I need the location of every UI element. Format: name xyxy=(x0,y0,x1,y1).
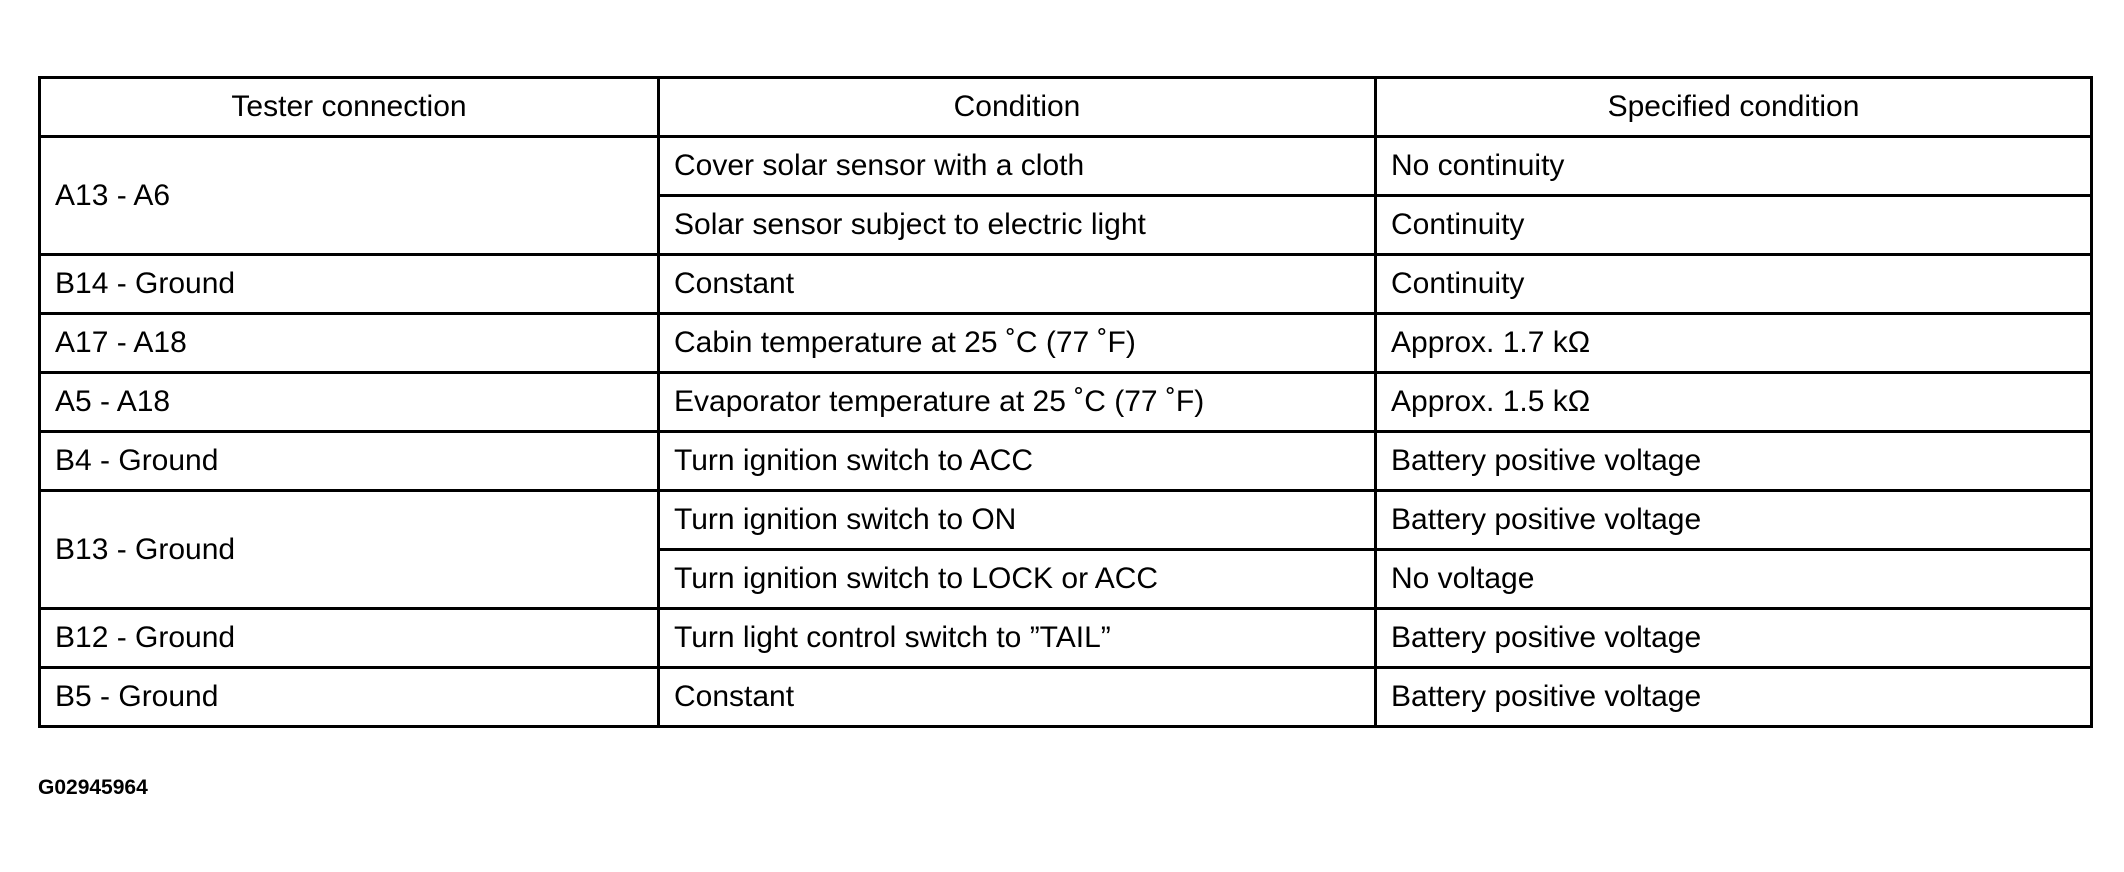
table-row xyxy=(40,491,2092,550)
specified-condition-cell: No voltage xyxy=(1376,550,2092,609)
table-row xyxy=(40,432,2092,491)
specified-condition-cell: Continuity xyxy=(1376,255,2092,314)
specified-condition-cell: No continuity xyxy=(1376,137,2092,196)
table-row xyxy=(40,137,2092,196)
figure-id: G02945964 xyxy=(38,776,148,799)
tester-connection-cell: B12 - Ground xyxy=(40,609,659,668)
specification-table xyxy=(38,76,2093,728)
table-row xyxy=(40,373,2092,432)
table-row xyxy=(40,609,2092,668)
condition-cell: Constant xyxy=(659,255,1376,314)
tester-connection-cell: A13 - A6 xyxy=(40,137,659,255)
condition-cell: Turn light control switch to ”TAIL” xyxy=(659,609,1376,668)
specified-condition-cell: Battery positive voltage xyxy=(1376,668,2092,727)
tester-connection-cell: A5 - A18 xyxy=(40,373,659,432)
header-condition: Condition xyxy=(659,78,1376,137)
specified-condition-cell: Battery positive voltage xyxy=(1376,432,2092,491)
tester-connection-cell: A17 - A18 xyxy=(40,314,659,373)
condition-cell: Cover solar sensor with a cloth xyxy=(659,137,1376,196)
table-row xyxy=(40,668,2092,727)
table-row xyxy=(40,255,2092,314)
specified-condition-cell: Approx. 1.5 kΩ xyxy=(1376,373,2092,432)
condition-cell: Turn ignition switch to LOCK or ACC xyxy=(659,550,1376,609)
tester-connection-cell: B4 - Ground xyxy=(40,432,659,491)
specified-condition-cell: Battery positive voltage xyxy=(1376,491,2092,550)
header-tester-connection: Tester connection xyxy=(40,78,659,137)
header-specified-condition: Specified condition xyxy=(1376,78,2092,137)
condition-cell: Turn ignition switch to ACC xyxy=(659,432,1376,491)
condition-cell: Evaporator temperature at 25 ˚C (77 ˚F) xyxy=(659,373,1376,432)
tester-connection-cell: B13 - Ground xyxy=(40,491,659,609)
tester-connection-cell: B5 - Ground xyxy=(40,668,659,727)
condition-cell: Cabin temperature at 25 ˚C (77 ˚F) xyxy=(659,314,1376,373)
table-row xyxy=(40,314,2092,373)
tester-connection-cell: B14 - Ground xyxy=(40,255,659,314)
specified-condition-cell: Continuity xyxy=(1376,196,2092,255)
specified-condition-cell: Approx. 1.7 kΩ xyxy=(1376,314,2092,373)
condition-cell: Solar sensor subject to electric light xyxy=(659,196,1376,255)
header-row xyxy=(40,78,2092,137)
condition-cell: Turn ignition switch to ON xyxy=(659,491,1376,550)
condition-cell: Constant xyxy=(659,668,1376,727)
specified-condition-cell: Battery positive voltage xyxy=(1376,609,2092,668)
